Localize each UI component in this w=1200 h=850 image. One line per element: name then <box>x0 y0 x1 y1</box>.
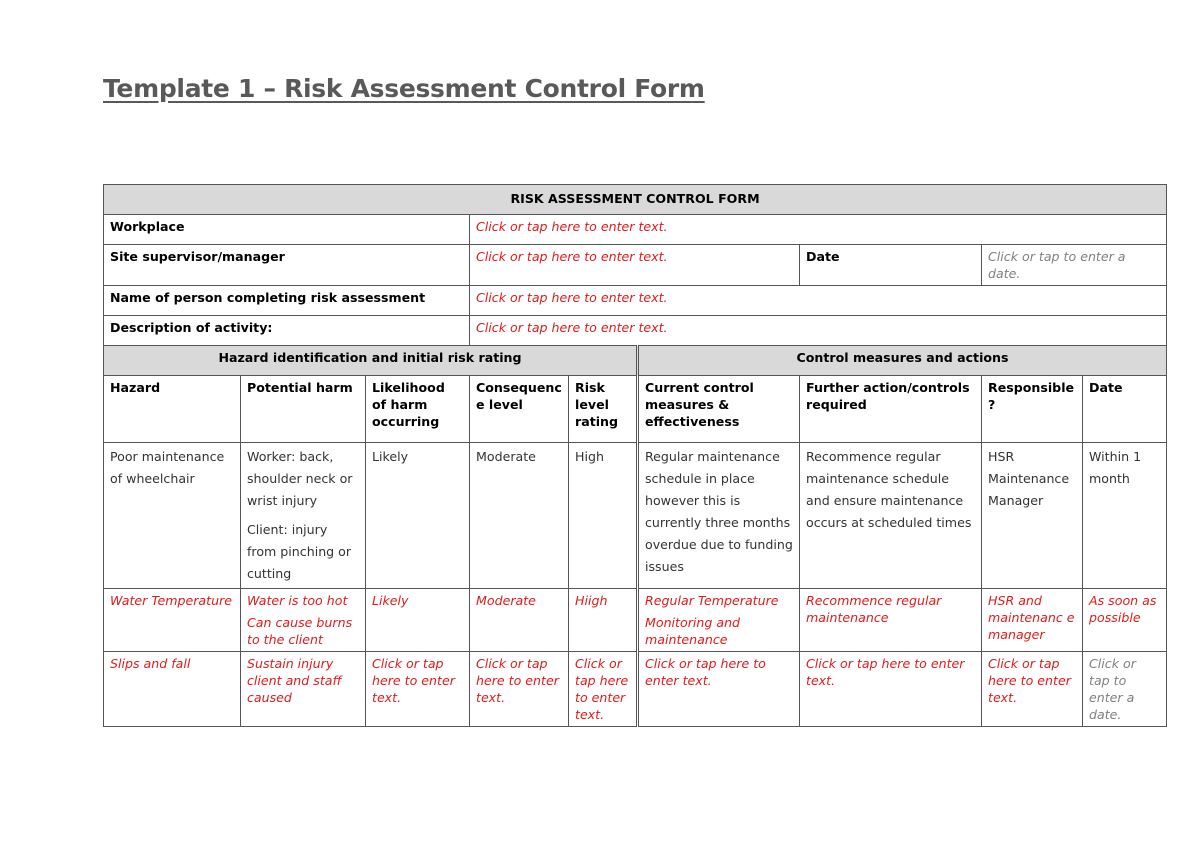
consequence-cell[interactable]: Click or tap here to enter text. <box>470 652 569 727</box>
current-controls-cell[interactable]: Click or tap here to enter text. <box>638 652 800 727</box>
col-potential-harm: Potential harm <box>241 376 366 443</box>
col-further-action: Further action/controls required <box>800 376 982 443</box>
risk-assessment-table <box>103 184 1167 727</box>
harm-text: Water is too hot <box>247 593 348 608</box>
likelihood-cell[interactable]: Likely <box>366 443 470 589</box>
activity-row <box>104 316 1167 346</box>
section-control-measures: Control measures and actions <box>638 346 1167 376</box>
date-field[interactable]: Click or tap to enter a date. <box>982 245 1167 286</box>
hazard-cell[interactable]: Slips and fall <box>104 652 241 727</box>
responsible-cell[interactable]: Click or tap here to enter text. <box>982 652 1083 727</box>
workplace-row <box>104 215 1167 245</box>
further-action-cell[interactable]: Click or tap here to enter text. <box>800 652 982 727</box>
table-row <box>104 589 1167 652</box>
rating-cell[interactable]: Click or tap here to enter text. <box>569 652 638 727</box>
harm-cell[interactable]: Sustain injury client and staff caused <box>241 652 366 727</box>
section-hazard-identification: Hazard identification and initial risk rating <box>104 346 638 376</box>
further-action-cell[interactable]: Recommence regular maintenance <box>800 589 982 652</box>
section-header-row <box>104 346 1167 376</box>
person-label: Name of person completing risk assessment <box>104 286 470 316</box>
current-controls-cell[interactable]: Regular maintenance schedule in place however this is currently three months overdue due to funding issues <box>638 443 800 589</box>
page-title: Template 1 – Risk Assessment Control Form <box>103 74 705 103</box>
col-current-controls: Current control measures & effectiveness <box>638 376 800 443</box>
harm-text: Client: injury from pinching or cutting <box>247 522 352 581</box>
col-hazard: Hazard <box>104 376 241 443</box>
col-responsible: Responsible ? <box>982 376 1083 443</box>
activity-field[interactable]: Click or tap here to enter text. <box>470 316 1167 346</box>
activity-label: Description of activity: <box>104 316 470 346</box>
date-cell[interactable]: Click or tap to enter a date. <box>1083 652 1167 727</box>
form-heading-row <box>104 185 1167 215</box>
supervisor-label: Site supervisor/manager <box>104 245 470 286</box>
hazard-cell[interactable]: Poor maintenance of wheelchair <box>104 443 241 589</box>
responsible-cell[interactable]: HSR Maintenance Manager <box>982 443 1083 589</box>
current-controls-cell[interactable] <box>638 589 800 652</box>
col-date: Date <box>1083 376 1167 443</box>
harm-text: Worker: back, shoulder neck or wrist injury <box>247 449 353 508</box>
form-heading: RISK ASSESSMENT CONTROL FORM <box>104 185 1167 215</box>
current-controls-text: Monitoring and maintenance <box>645 615 741 647</box>
person-field[interactable]: Click or tap here to enter text. <box>470 286 1167 316</box>
table-row <box>104 443 1167 589</box>
date-label: Date <box>800 245 982 286</box>
supervisor-row <box>104 245 1167 286</box>
harm-text: Can cause burns to the client <box>247 615 353 647</box>
table-row <box>104 652 1167 727</box>
workplace-label: Workplace <box>104 215 470 245</box>
responsible-cell[interactable]: HSR and maintenanc e manager <box>982 589 1083 652</box>
consequence-cell[interactable]: Moderate <box>470 589 569 652</box>
col-likelihood: Likelihood of harm occurring <box>366 376 470 443</box>
supervisor-field[interactable]: Click or tap here to enter text. <box>470 245 800 286</box>
rating-cell[interactable]: High <box>569 443 638 589</box>
date-cell[interactable]: Within 1 month <box>1083 443 1167 589</box>
workplace-field[interactable]: Click or tap here to enter text. <box>470 215 1167 245</box>
col-risk-rating: Risk level rating <box>569 376 638 443</box>
current-controls-text: Regular Temperature <box>645 593 779 608</box>
likelihood-cell[interactable]: Click or tap here to enter text. <box>366 652 470 727</box>
consequence-cell[interactable]: Moderate <box>470 443 569 589</box>
col-consequence: Consequenc e level <box>470 376 569 443</box>
rating-cell[interactable]: Hiigh <box>569 589 638 652</box>
harm-cell[interactable] <box>241 443 366 589</box>
column-header-row <box>104 376 1167 443</box>
likelihood-cell[interactable]: Likely <box>366 589 470 652</box>
person-row <box>104 286 1167 316</box>
date-cell[interactable]: As soon as possible <box>1083 589 1167 652</box>
hazard-cell[interactable]: Water Temperature <box>104 589 241 652</box>
further-action-cell[interactable]: Recommence regular maintenance schedule and ensure maintenance occurs at scheduled times <box>800 443 982 589</box>
harm-cell[interactable] <box>241 589 366 652</box>
